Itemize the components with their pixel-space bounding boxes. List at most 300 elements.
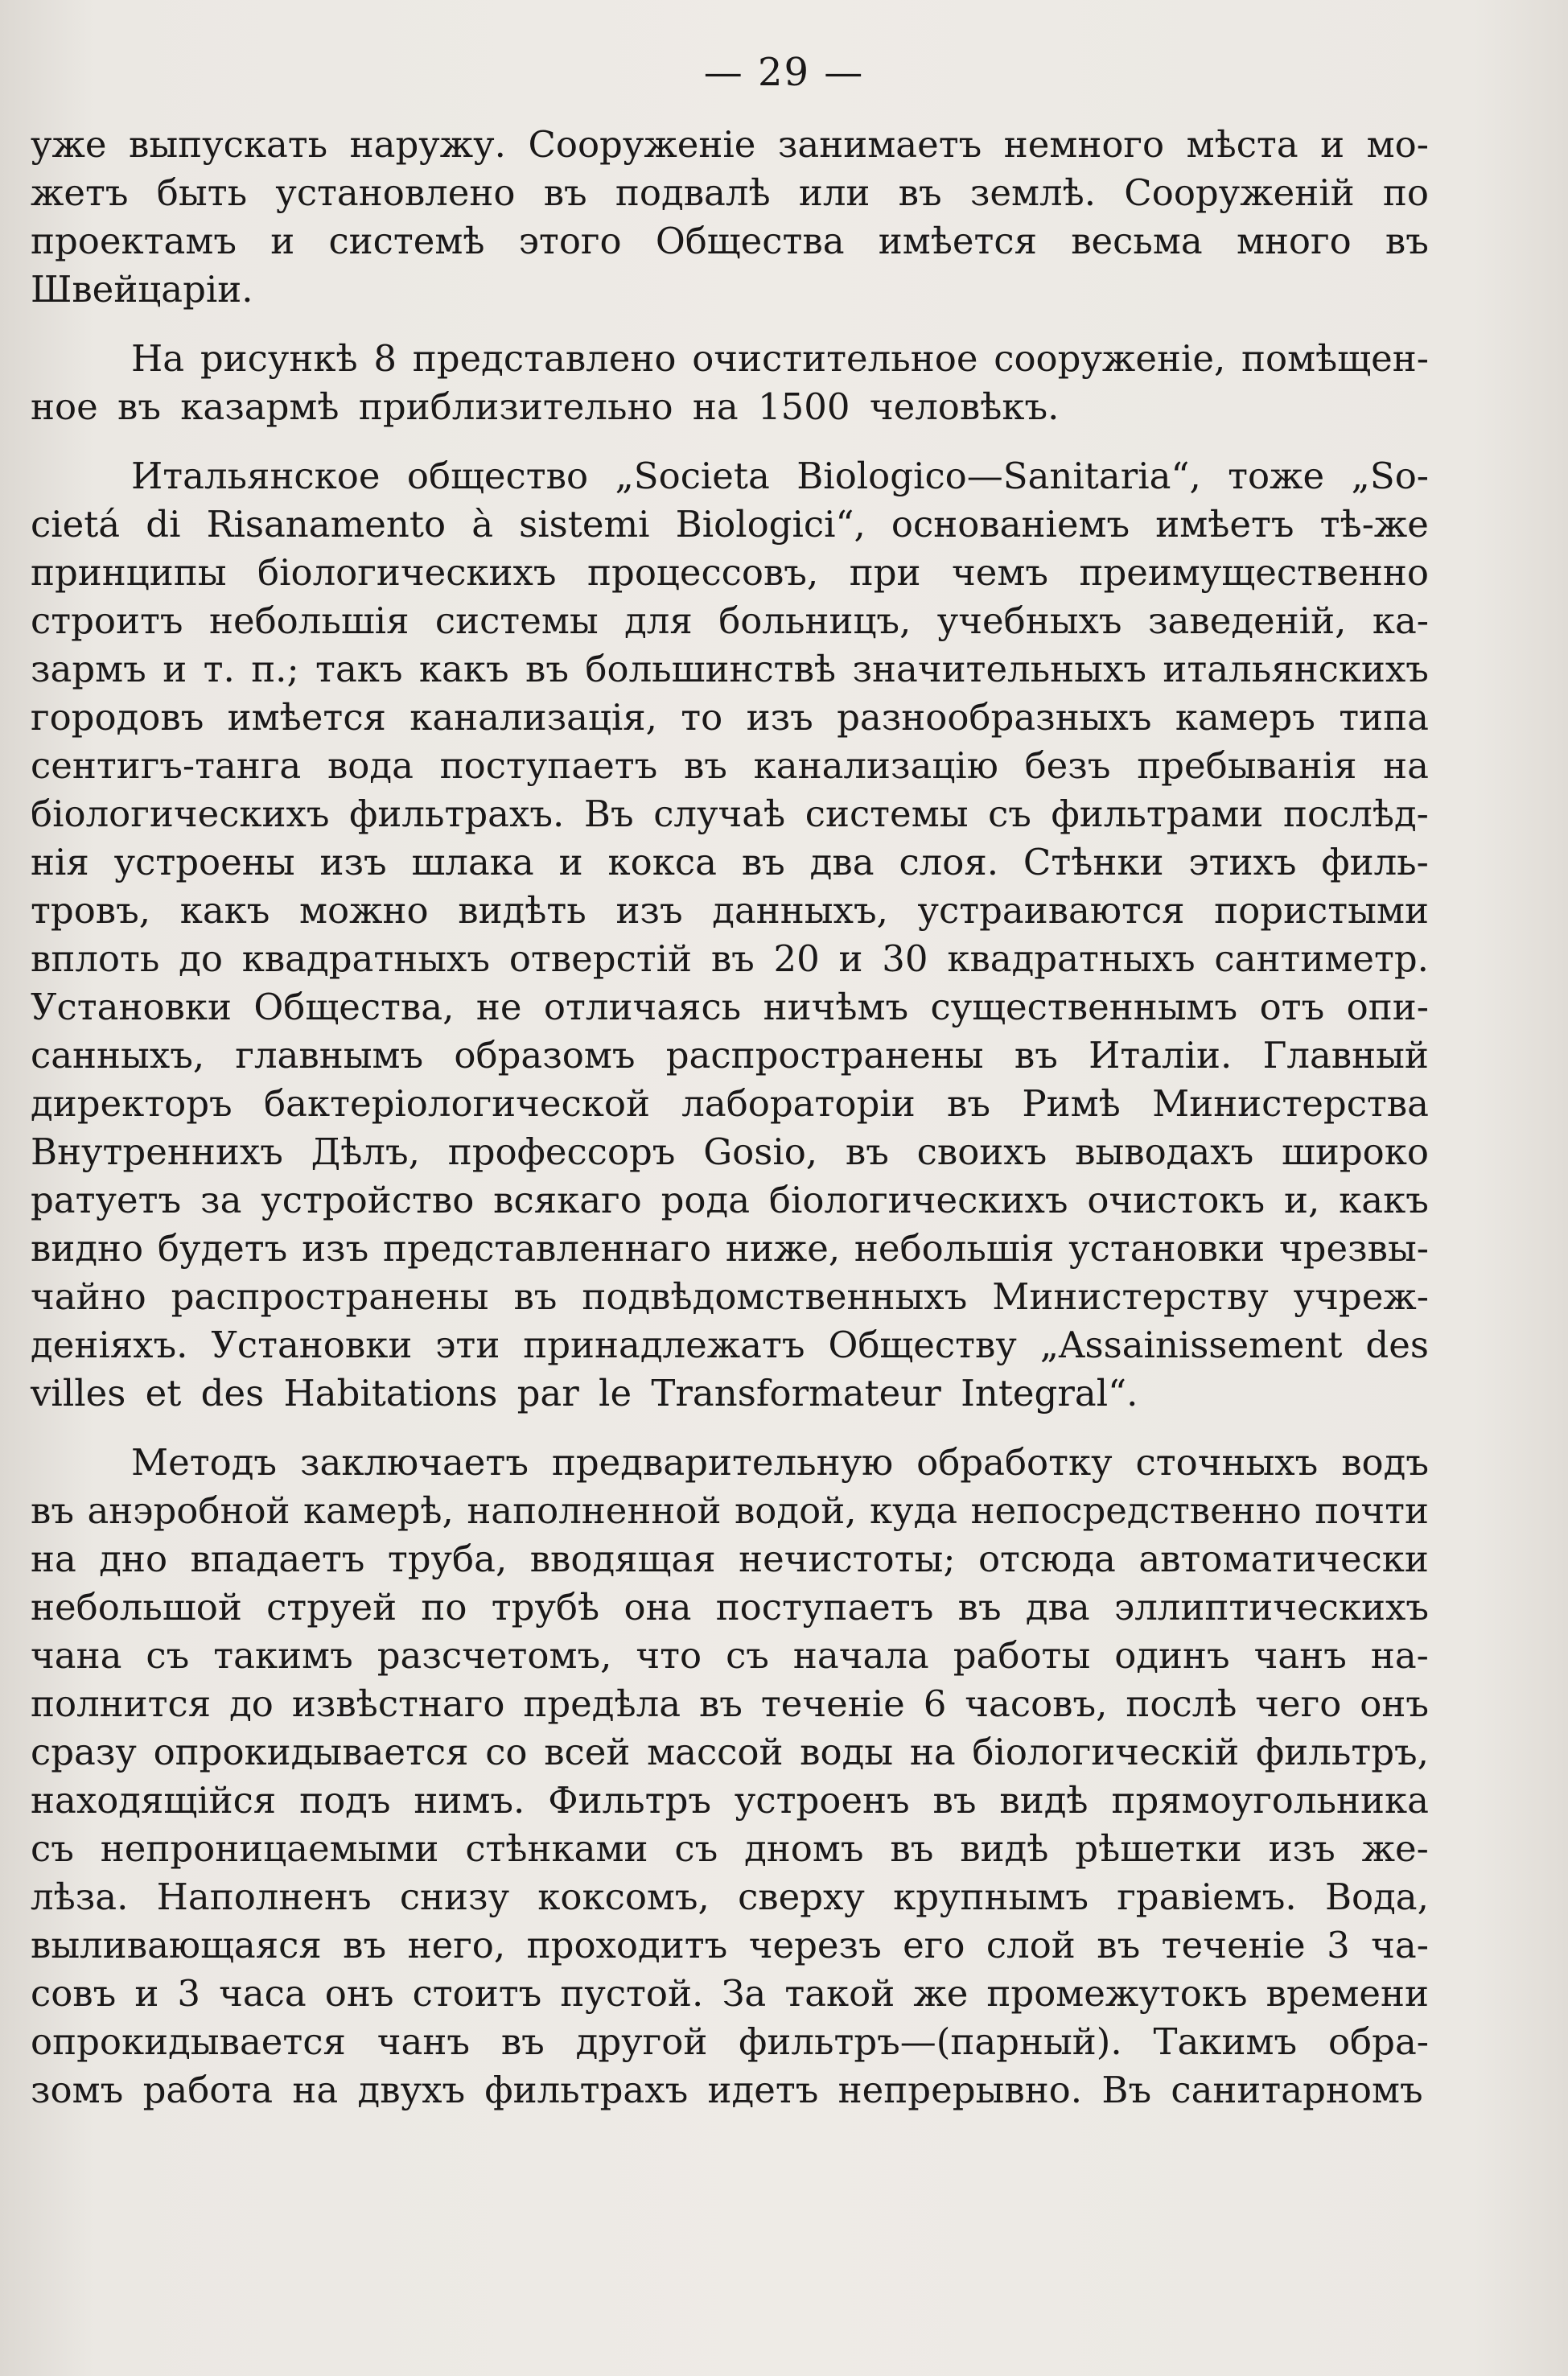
word: устраиваются: [917, 889, 1185, 932]
text-line: [31, 1032, 1429, 1080]
word: по: [421, 1586, 467, 1629]
word: на: [909, 1731, 956, 1773]
word: небольшія: [208, 599, 409, 642]
word: пребыванія: [1137, 744, 1357, 787]
word: на: [1383, 744, 1429, 787]
word: лабораторіи: [681, 1082, 916, 1125]
word: отсюда: [977, 1538, 1116, 1580]
text-line: [31, 1583, 1429, 1632]
word: di: [146, 503, 181, 546]
text-line: [31, 983, 1429, 1032]
word: изъ: [746, 696, 813, 739]
text-line: [31, 1535, 1429, 1583]
text-line: ное въ казармѣ приблизительно на 1500 человѣкъ.: [31, 385, 1060, 428]
word: имѣется: [227, 696, 386, 739]
word: въ: [698, 1682, 743, 1725]
word: біологическій: [972, 1731, 1240, 1773]
text-line: [31, 121, 1429, 169]
text-line: [31, 1680, 1429, 1728]
word: чанъ: [377, 2020, 470, 2063]
word: основаніемъ: [891, 503, 1130, 546]
text-line: [31, 597, 1429, 645]
word: п.;: [251, 648, 299, 690]
word: уже: [31, 123, 107, 166]
word: въ: [741, 841, 785, 883]
word: сооруженіе,: [994, 337, 1226, 380]
word: такъ: [315, 648, 403, 690]
word: снизу: [399, 1876, 510, 1918]
word: системы: [434, 599, 599, 642]
word: извѣстнаго: [291, 1682, 505, 1725]
word: эллиптическихъ: [1114, 1586, 1429, 1629]
word: изъ: [1268, 1827, 1335, 1870]
word: съ: [674, 1827, 718, 1870]
word: филь-: [1321, 841, 1429, 883]
word: вода: [327, 744, 414, 787]
word: съ: [31, 1827, 74, 1870]
word: на: [31, 1538, 76, 1580]
word: отъ: [1259, 986, 1325, 1028]
word: одинъ: [1114, 1634, 1230, 1677]
word: то: [681, 696, 723, 739]
word: проектамъ: [31, 220, 237, 262]
word: времени: [1266, 1972, 1429, 2015]
word: его: [903, 1924, 965, 1966]
word: въ: [710, 937, 755, 980]
word: устроенъ: [734, 1779, 910, 1822]
text-line: [31, 1873, 1429, 1921]
word: мѣста: [1186, 123, 1298, 166]
word: 30: [882, 937, 928, 980]
word: начала: [792, 1634, 929, 1677]
word: въ: [947, 1082, 991, 1125]
word: небольшія: [854, 1227, 1055, 1270]
word: черезъ: [748, 1924, 882, 1966]
word: ратуетъ: [31, 1179, 182, 1221]
paragraph: [31, 452, 1429, 1418]
word: часовъ,: [965, 1682, 1108, 1725]
text-line: [31, 1439, 1429, 1487]
word: жетъ: [31, 171, 129, 214]
word: 6: [923, 1682, 947, 1725]
word: коксомъ,: [537, 1876, 710, 1918]
word: Gosio,: [703, 1130, 818, 1173]
paragraph-gap: [31, 431, 1429, 452]
word: опи-: [1346, 986, 1429, 1028]
word: заключаетъ: [299, 1441, 529, 1484]
word: 8: [373, 337, 397, 380]
word: наполненной: [467, 1489, 722, 1532]
word: въ: [1385, 220, 1429, 262]
word: такимъ: [213, 1634, 353, 1677]
word: всей: [544, 1731, 631, 1773]
text-line: [31, 452, 1429, 500]
word: до: [179, 937, 223, 980]
word: системѣ: [328, 220, 485, 262]
word: въ: [957, 1586, 1002, 1629]
word: въ: [1014, 1034, 1058, 1077]
word: куда: [869, 1489, 958, 1532]
word: ничѣмъ: [763, 986, 909, 1028]
word: случаѣ: [653, 793, 786, 835]
word: установлено: [275, 171, 516, 214]
word: что: [636, 1634, 702, 1677]
word: системы: [805, 793, 969, 835]
text-line: [31, 217, 1429, 266]
word: или: [798, 171, 870, 214]
word: чрезвы-: [1278, 1227, 1429, 1270]
word: представлено: [412, 337, 677, 380]
word: существеннымъ: [930, 986, 1238, 1028]
text-line: [31, 838, 1429, 887]
word: ка-: [1372, 599, 1429, 642]
word: квадратныхъ: [241, 937, 491, 980]
text-line: [31, 1273, 1429, 1321]
text-line: [31, 1921, 1429, 1970]
word: промежутокъ: [986, 1972, 1248, 2015]
word: Обществу: [828, 1324, 1017, 1366]
word: à: [471, 503, 494, 546]
word: небольшой: [31, 1586, 242, 1629]
word: немного: [1003, 123, 1165, 166]
word: непроницаемыми: [100, 1827, 439, 1870]
word: деніяхъ.: [31, 1324, 188, 1366]
word: вводящая: [529, 1538, 716, 1580]
word: занимаетъ: [777, 123, 982, 166]
word: тѣ-же: [1319, 503, 1429, 546]
word: и: [134, 1972, 159, 2015]
word: другой: [575, 2020, 708, 2063]
word: анэробной: [87, 1489, 290, 1532]
word: чего: [1255, 1682, 1342, 1725]
word: фильтръ—(парный).: [739, 2020, 1122, 2063]
word: и: [838, 937, 863, 980]
word: своихъ: [916, 1130, 1047, 1173]
word: строитъ: [31, 599, 183, 642]
word: всякаго: [493, 1179, 642, 1221]
word: и: [1320, 123, 1345, 166]
word: Risanamento: [206, 503, 447, 546]
word: находящійся: [31, 1779, 277, 1822]
word: видѣ: [960, 1827, 1049, 1870]
word: полнится: [31, 1682, 212, 1725]
word: какъ: [179, 889, 270, 932]
word: Дѣлъ,: [311, 1130, 420, 1173]
word: проходитъ: [526, 1924, 728, 1966]
word: и: [270, 220, 295, 262]
word: слой: [986, 1924, 1076, 1966]
word: видѣть: [458, 889, 586, 932]
word: же: [913, 1972, 969, 2015]
word: въ: [898, 171, 942, 214]
word: видѣ: [999, 1779, 1089, 1822]
word: распространены: [171, 1275, 489, 1318]
word: Министерства: [1152, 1082, 1429, 1125]
word: типа: [1339, 696, 1429, 739]
word: въ: [683, 744, 727, 787]
word: т.: [203, 648, 235, 690]
word: сточныхъ: [1135, 1441, 1319, 1484]
text-line: [31, 790, 1429, 838]
word: почти: [1315, 1489, 1429, 1532]
word: очистокъ: [1087, 1179, 1266, 1221]
word: Стѣнки: [1023, 841, 1164, 883]
word: и,: [1284, 1179, 1320, 1221]
word: прямоугольника: [1111, 1779, 1429, 1822]
text-line: [31, 1825, 1429, 1873]
word: Общества: [655, 220, 845, 262]
text-line: [31, 335, 1429, 383]
word: много: [1236, 220, 1352, 262]
word: рода: [661, 1179, 751, 1221]
word: Римѣ: [1022, 1082, 1121, 1125]
word: стоитъ: [412, 1972, 542, 2015]
text-line: [31, 1128, 1429, 1176]
word: подъ: [299, 1779, 391, 1822]
word: тровъ,: [31, 889, 151, 932]
word: біологическихъ: [31, 793, 330, 835]
text-line: [31, 2018, 1429, 2066]
text-line: [31, 1487, 1429, 1535]
word: водой,: [734, 1489, 857, 1532]
word: наружу.: [349, 123, 506, 166]
word: Фильтръ: [548, 1779, 712, 1822]
word: землѣ.: [969, 171, 1097, 214]
word: съ: [988, 793, 1031, 835]
word: итальянскихъ: [1163, 648, 1429, 690]
word: весьма: [1071, 220, 1203, 262]
word: квадратныхъ: [947, 937, 1196, 980]
word: въ: [525, 648, 569, 690]
paragraph: [31, 1439, 1429, 2115]
text-line: [31, 1176, 1429, 1225]
text-line: [31, 742, 1429, 790]
word: сверху: [738, 1876, 865, 1918]
text-line: зомъ работа на двухъ фильтрахъ идетъ непрерывно. Въ санитарномъ: [31, 2069, 1423, 2111]
word: принадлежатъ: [523, 1324, 805, 1366]
word: изъ: [302, 1227, 369, 1270]
word: труба,: [387, 1538, 508, 1580]
word: 3: [1327, 1924, 1350, 1966]
word: съ: [146, 1634, 190, 1677]
text-line: [31, 1777, 1429, 1825]
text-line: [31, 645, 1429, 694]
word: данныхъ,: [712, 889, 888, 932]
word: со: [485, 1731, 528, 1773]
word: учреж-: [1293, 1275, 1429, 1318]
word: обработку: [916, 1441, 1113, 1484]
word: сентигъ-танга: [31, 744, 302, 787]
word: непосредственно: [970, 1489, 1302, 1532]
word: изъ: [615, 889, 683, 932]
word: общество: [406, 455, 589, 497]
word: какъ: [1339, 1179, 1429, 1221]
word: канализація,: [409, 696, 657, 739]
word: преимущественно: [1079, 551, 1429, 594]
word: теченіе: [760, 1682, 905, 1725]
word: За: [722, 1972, 767, 2015]
word: Италіи.: [1089, 1034, 1233, 1077]
word: на-: [1370, 1634, 1429, 1677]
word: шлака: [411, 841, 534, 883]
word: На: [131, 337, 185, 380]
word: лѣза.: [31, 1876, 129, 1918]
text-line: [31, 1728, 1429, 1777]
word: 20: [773, 937, 820, 980]
word: при: [849, 551, 921, 594]
text-line: [31, 694, 1429, 742]
word: больницъ,: [718, 599, 912, 642]
word: sistemi: [519, 503, 650, 546]
word: Методъ: [131, 1441, 278, 1484]
word: эти: [435, 1324, 500, 1366]
word: въ: [343, 1924, 387, 1966]
text-line: villes et des Habitations par le Transformateur Integral“.: [31, 1372, 1138, 1414]
word: въ: [890, 1827, 934, 1870]
word: выпускать: [129, 123, 328, 166]
word: же-: [1361, 1827, 1429, 1870]
word: въ: [932, 1779, 977, 1822]
word: біологическихъ: [257, 551, 557, 594]
word: чана: [31, 1634, 122, 1677]
word: разсчетомъ,: [377, 1634, 612, 1677]
word: главнымъ: [235, 1034, 424, 1077]
word: быть: [156, 171, 248, 214]
text-line: Швейцаріи.: [31, 268, 253, 311]
word: пористыми: [1214, 889, 1429, 932]
text-line: [31, 1225, 1429, 1273]
word: фильтръ,: [1256, 1731, 1429, 1773]
word: совъ: [31, 1972, 117, 2015]
word: Внутреннихъ: [31, 1130, 283, 1173]
word: Сооруженіе: [528, 123, 756, 166]
word: Вода,: [1324, 1876, 1429, 1918]
word: онъ: [324, 1972, 394, 2015]
text-line: [31, 500, 1429, 549]
word: крупнымъ: [893, 1876, 1089, 1918]
word: принципы: [31, 551, 227, 594]
word: des: [1365, 1324, 1429, 1366]
word: сразу: [31, 1731, 137, 1773]
word: заведеній,: [1148, 599, 1347, 642]
word: установки: [1068, 1227, 1266, 1270]
word: Biologici“,: [675, 503, 866, 546]
word: въ: [1097, 1924, 1141, 1966]
word: для: [624, 599, 693, 642]
word: Итальянское: [131, 455, 381, 497]
word: „Societa: [615, 455, 770, 497]
word: имѣется: [878, 220, 1037, 262]
word: предѣла: [523, 1682, 681, 1725]
paragraph: [31, 335, 1429, 431]
word: водъ: [1341, 1441, 1429, 1484]
word: подвалѣ: [615, 171, 771, 214]
word: онъ: [1360, 1682, 1429, 1725]
word: и: [163, 648, 187, 690]
word: безъ: [1024, 744, 1111, 787]
word: въ: [31, 1489, 74, 1532]
word: пустой.: [560, 1972, 704, 2015]
text-line: [31, 1080, 1429, 1128]
word: впадаетъ: [190, 1538, 365, 1580]
word: дно: [99, 1538, 168, 1580]
word: устройство: [261, 1179, 475, 1221]
word: слоя.: [899, 841, 999, 883]
word: „So-: [1351, 455, 1429, 497]
word: значительныхъ: [852, 648, 1146, 690]
word: теченіе: [1161, 1924, 1306, 1966]
word: Установки: [31, 986, 232, 1028]
word: два: [1025, 1586, 1090, 1629]
paragraph-gap: [31, 314, 1429, 335]
word: Министерству: [992, 1275, 1269, 1318]
word: выводахъ: [1075, 1130, 1254, 1173]
word: обра-: [1327, 2020, 1429, 2063]
word: работы: [953, 1634, 1091, 1677]
word: большинствѣ: [585, 648, 837, 690]
word: чанъ: [1253, 1634, 1347, 1677]
text-line: [31, 169, 1429, 217]
word: какъ: [418, 648, 509, 690]
word: фильтрахъ.: [349, 793, 565, 835]
word: послѣ: [1126, 1682, 1237, 1725]
word: санныхъ,: [31, 1034, 205, 1077]
word: и: [558, 841, 583, 883]
word: стѣнками: [465, 1827, 648, 1870]
word: можно: [299, 889, 429, 932]
word: съ: [726, 1634, 769, 1677]
word: чемъ: [951, 551, 1048, 594]
word: отличаясь: [543, 986, 742, 1028]
text-line: [31, 549, 1429, 597]
word: „Assainissement: [1039, 1324, 1343, 1366]
word: за: [200, 1179, 242, 1221]
word: дномъ: [744, 1827, 864, 1870]
word: нимъ.: [414, 1779, 525, 1822]
word: два: [809, 841, 875, 883]
word: опрокидывается: [153, 1731, 469, 1773]
word: помѣщен-: [1241, 337, 1429, 380]
word: послѣд-: [1282, 793, 1429, 835]
text-line: [31, 887, 1429, 935]
word: этого: [518, 220, 622, 262]
word: имѣетъ: [1155, 503, 1294, 546]
word: профессоръ: [447, 1130, 676, 1173]
word: опрокидывается: [31, 2020, 346, 2063]
word: зармъ: [31, 648, 146, 690]
text-line: [31, 1970, 1429, 2018]
word: камеръ: [1175, 696, 1315, 739]
word: кокса: [607, 841, 717, 883]
word: камерѣ,: [303, 1489, 454, 1532]
word: гравіемъ.: [1117, 1876, 1297, 1918]
word: Сооруженій: [1124, 171, 1355, 214]
word: не: [475, 986, 522, 1028]
word: она: [623, 1586, 692, 1629]
word: процессовъ,: [587, 551, 819, 594]
word: него,: [407, 1924, 506, 1966]
word: массой: [647, 1731, 784, 1773]
text-line: [31, 935, 1429, 983]
word: поступаетъ: [439, 744, 658, 787]
word: предварительную: [551, 1441, 894, 1484]
word: 3: [177, 1972, 201, 2015]
word: нечистоты;: [739, 1538, 956, 1580]
word: въ: [543, 171, 587, 214]
word: до: [229, 1682, 274, 1725]
word: въ: [513, 1275, 558, 1318]
word: канализацію: [753, 744, 998, 787]
